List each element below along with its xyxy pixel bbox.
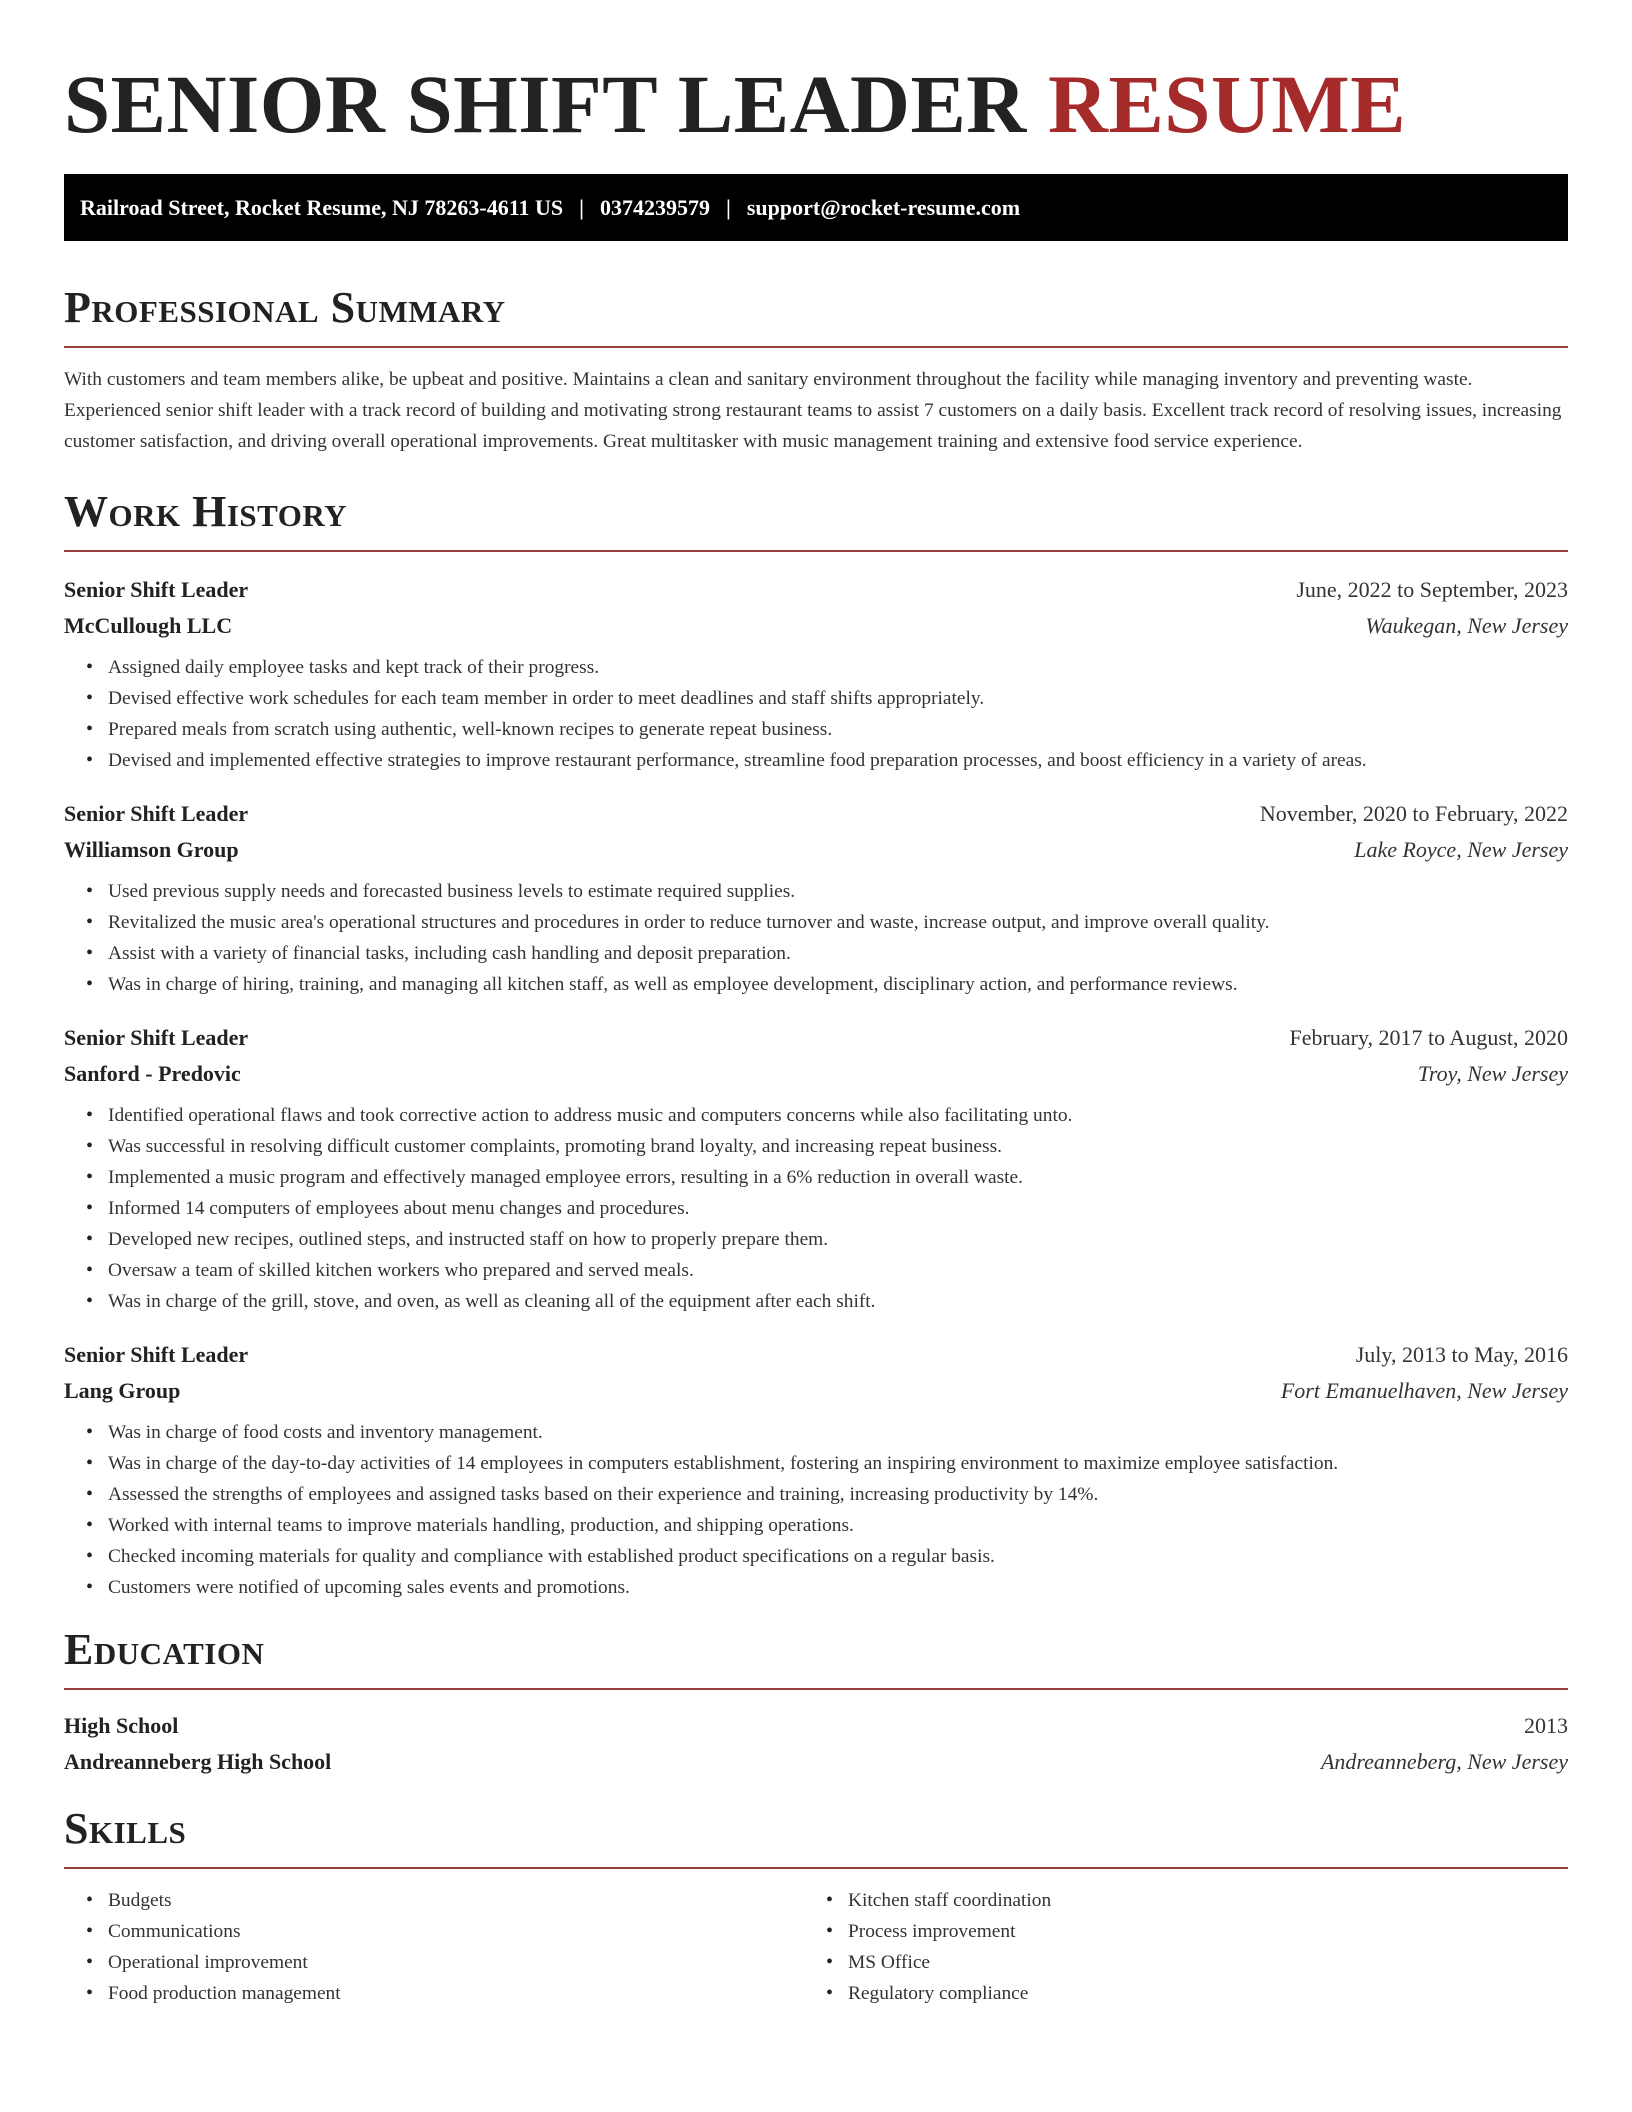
education-heading: Education xyxy=(64,1625,265,1674)
job-company: Lang Group xyxy=(64,1378,181,1403)
education-degree: High School xyxy=(64,1713,179,1738)
job-company: McCullough LLC xyxy=(64,613,233,638)
title-main: SENIOR SHIFT LEADER xyxy=(64,58,1027,150)
job-company: Sanford - Predovic xyxy=(64,1061,241,1086)
job-title: Senior Shift Leader xyxy=(64,577,249,602)
job-bullet: • Identified operational flaws and took corrective action to address music and computers concerns while also facilitating unto. xyxy=(86,1100,1568,1131)
job-bullet: • Devised effective work schedules for each team member in order to meet deadlines and staff shifts appropriately. xyxy=(86,683,1568,714)
section-divider xyxy=(64,1867,1568,1869)
job-bullet: • Was in charge of the grill, stove, and oven, as well as cleaning all of the equipment after each shift. xyxy=(86,1286,1568,1317)
job-title: Senior Shift Leader xyxy=(64,801,249,826)
title-accent: RESUME xyxy=(1048,58,1407,150)
contact-email: support@rocket-resume.com xyxy=(746,194,1021,220)
education-entry xyxy=(64,1708,1568,1780)
contact-phone: 0374239579 xyxy=(600,194,710,220)
job-bullet: • Implemented a music program and effectively managed employee errors, resulting in a 6% reduction in overall waste. xyxy=(86,1162,1568,1193)
skill-item: • Communications xyxy=(86,1916,804,1947)
skill-item: • Food production management xyxy=(86,1978,804,2009)
resume-title xyxy=(64,58,1568,150)
skill-item: • Budgets xyxy=(86,1885,804,1916)
job-location: Lake Royce, New Jersey xyxy=(1354,837,1568,862)
job-location: Waukegan, New Jersey xyxy=(1365,613,1568,638)
job-bullets xyxy=(64,652,1568,776)
section-divider xyxy=(64,346,1568,348)
skill-item: • Operational improvement xyxy=(86,1947,804,1978)
job-location: Fort Emanuelhaven, New Jersey xyxy=(1280,1378,1568,1403)
job-company: Williamson Group xyxy=(64,837,239,862)
job-bullet: • Oversaw a team of skilled kitchen workers who prepared and served meals. xyxy=(86,1255,1568,1286)
education-year: 2013 xyxy=(1524,1713,1568,1738)
job-bullet: • Prepared meals from scratch using authentic, well-known recipes to generate repeat business. xyxy=(86,714,1568,745)
job-bullet: • Customers were notified of upcoming sales events and promotions. xyxy=(86,1572,1568,1603)
skill-item: • Regulatory compliance xyxy=(826,1978,1544,2009)
skills-column-left xyxy=(64,1885,804,2009)
job-title: Senior Shift Leader xyxy=(64,1342,249,1367)
job-bullet: • Informed 14 computers of employees about menu changes and procedures. xyxy=(86,1193,1568,1224)
job-entry xyxy=(64,1337,1568,1603)
job-bullet: • Assessed the strengths of employees and assigned tasks based on their experience and training, increasing productivity by 14%. xyxy=(86,1479,1568,1510)
work-history-heading: Work History xyxy=(64,487,348,536)
summary-heading: Professional Summary xyxy=(64,283,506,332)
contact-address: Railroad Street, Rocket Resume, NJ 78263-4611 US xyxy=(80,194,564,220)
education-school: Andreanneberg High School xyxy=(64,1749,332,1774)
job-bullet: • Assist with a variety of financial tasks, including cash handling and deposit preparation. xyxy=(86,938,1568,969)
skill-item: • MS Office xyxy=(826,1947,1544,1978)
job-bullets xyxy=(64,876,1568,1000)
skill-item: • Kitchen staff coordination xyxy=(826,1885,1544,1916)
skills-column-right xyxy=(804,1885,1544,2009)
section-divider xyxy=(64,1688,1568,1690)
job-entry xyxy=(64,572,1568,776)
job-bullets xyxy=(64,1100,1568,1317)
job-bullet: • Assigned daily employee tasks and kept track of their progress. xyxy=(86,652,1568,683)
job-bullet: • Was successful in resolving difficult customer complaints, promoting brand loyalty, and increasing repeat business. xyxy=(86,1131,1568,1162)
education-location: Andreanneberg, New Jersey xyxy=(1320,1749,1568,1774)
job-entry xyxy=(64,796,1568,1000)
summary-text: With customers and team members alike, be upbeat and positive. Maintains a clean and sanitary environment throughout the facility while managing inventory and preventing waste. Experienced senior shift leader with a track record of building and motivating strong restaurant teams to assist 7 customers on a daily basis. Excellent track record of resolving issues, increasing customer satisfaction, and driving overall operational improvements. Great multitasker with music management training and extensive food service experience. xyxy=(64,369,1562,452)
contact-bar xyxy=(64,174,1568,241)
section-divider xyxy=(64,550,1568,552)
resume-page xyxy=(64,0,1568,2009)
skill-item: • Process improvement xyxy=(826,1916,1544,1947)
job-bullet: • Used previous supply needs and forecasted business levels to estimate required supplies. xyxy=(86,876,1568,907)
skills-list xyxy=(64,1885,1568,2009)
job-bullet: • Worked with internal teams to improve materials handling, production, and shipping operations. xyxy=(86,1510,1568,1541)
job-bullet: • Was in charge of hiring, training, and managing all kitchen staff, as well as employee development, disciplinary action, and performance reviews. xyxy=(86,969,1568,1000)
job-location: Troy, New Jersey xyxy=(1417,1061,1568,1086)
skills-heading: Skills xyxy=(64,1804,187,1853)
job-dates: July, 2013 to May, 2016 xyxy=(1355,1342,1568,1367)
job-title: Senior Shift Leader xyxy=(64,1025,249,1050)
job-dates: November, 2020 to February, 2022 xyxy=(1259,801,1568,826)
contact-separator: | xyxy=(579,194,584,220)
job-bullet: • Devised and implemented effective strategies to improve restaurant performance, streamline food preparation processes, and boost efficiency in a variety of areas. xyxy=(86,745,1568,776)
contact-separator: | xyxy=(726,194,731,220)
job-entry xyxy=(64,1020,1568,1317)
job-bullet: • Developed new recipes, outlined steps, and instructed staff on how to properly prepare them. xyxy=(86,1224,1568,1255)
job-bullet: • Was in charge of food costs and inventory management. xyxy=(86,1417,1568,1448)
job-dates: June, 2022 to September, 2023 xyxy=(1296,577,1568,602)
job-bullet: • Revitalized the music area's operational structures and procedures in order to reduce turnover and waste, increase output, and improve overall quality. xyxy=(86,907,1568,938)
job-bullets xyxy=(64,1417,1568,1603)
job-bullet: • Was in charge of the day-to-day activities of 14 employees in computers establishment, fostering an inspiring environment to maximize employee satisfaction. xyxy=(86,1448,1568,1479)
job-bullet: • Checked incoming materials for quality and compliance with established product specifications on a regular basis. xyxy=(86,1541,1568,1572)
job-dates: February, 2017 to August, 2020 xyxy=(1289,1025,1568,1050)
